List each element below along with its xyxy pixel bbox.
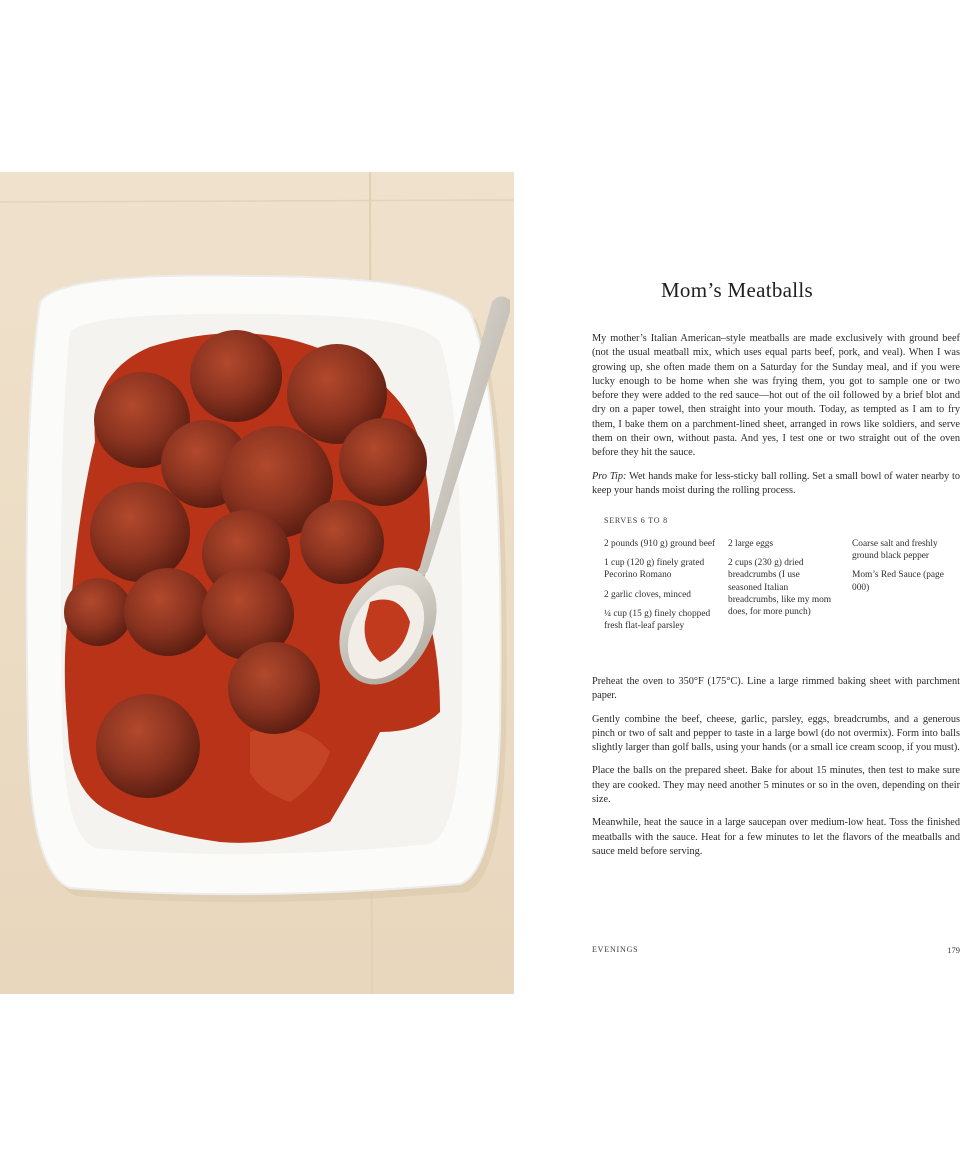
recipe-intro bbox=[592, 332, 960, 507]
ingredient-item: 2 large eggs bbox=[728, 539, 774, 549]
method-step: Gently combine the beef, cheese, garlic, parsley, eggs, breadcrumbs, and a generous pinch or two of salt and pepper to taste in a large bowl (do not overmix). Form into balls slightly larger than golf balls, using your hands (or a small ice cream scoop, if you must). bbox=[592, 713, 960, 754]
ingredient-item: 2 cups (230 g) dried breadcrumbs (I use seasoned Italian breadcrumbs, like my mom does, for more punch) bbox=[728, 558, 832, 618]
recipe-method bbox=[592, 675, 960, 868]
method-step: Preheat the oven to 350°F (175°C). Line a large rimmed baking sheet with parchment paper. bbox=[592, 676, 960, 702]
ingredients-column-3 bbox=[852, 538, 960, 601]
meatball bbox=[90, 482, 190, 582]
ingredient-item: 2 garlic cloves, minced bbox=[604, 589, 691, 600]
meatball bbox=[300, 500, 384, 584]
intro-paragraph: My mother’s Italian American–style meatballs are made exclusively with ground beef (not the usual meatball mix, which uses equal parts beef, pork, and veal). When I was growing up, she often made them on a Saturday for the Sunday meal, and if you were lucky enough to be home when she was frying them, you got to sample one or two before they were added to the red sauce—hot out of the oil followed by a brief blot and dry on a paper towel, then straight into your mouth. Today, as tempted as I am to fry them, I bake them on a parchment-lined sheet, arranged in rows like soldiers, and serve them on their own, without pasta. And yes, I test one or two straight out of the oven before they hit the sauce. bbox=[592, 333, 960, 459]
meatball bbox=[190, 330, 282, 422]
meatballs-illustration bbox=[0, 172, 514, 994]
ingredient-item: 1 cup (120 g) finely grated Pecorino Romano bbox=[604, 558, 705, 581]
pro-tip-text: Wet hands make for less-sticky ball rolling. Set a small bowl of water nearby to keep your hands moist during the rolling process. bbox=[592, 470, 960, 496]
ingredient-item: 2 pounds (910 g) ground beef bbox=[604, 539, 716, 549]
recipe-title: Mom’s Meatballs bbox=[660, 278, 814, 302]
ingredient-item: ¼ cup (15 g) finely chopped fresh flat-leaf parsley bbox=[604, 608, 711, 632]
meatball bbox=[124, 568, 212, 656]
ingredients-column-2 bbox=[728, 538, 836, 625]
linen-fold bbox=[0, 200, 514, 202]
meatball bbox=[228, 642, 320, 734]
book-spread bbox=[0, 172, 960, 994]
meatball bbox=[64, 578, 132, 646]
page-number: 179 bbox=[947, 945, 960, 955]
pro-tip bbox=[592, 470, 960, 499]
method-step: Place the balls on the prepared sheet. Bake for about 15 minutes, then test to make sure they are cooked. They may need another 5 minutes or so in the oven, depending on their size. bbox=[592, 765, 960, 806]
meatball bbox=[339, 418, 427, 506]
section-footer: EVENINGS bbox=[592, 945, 639, 954]
method-step: Meanwhile, heat the sauce in a large saucepan over medium-low heat. Toss the finished meatballs with the sauce. Heat for a few minutes to let the flavors of the meatballs and sauce meld before serving. bbox=[592, 817, 960, 857]
meatballs-photo bbox=[0, 172, 514, 994]
recipe-page bbox=[514, 172, 960, 994]
serves-label: SERVES 6 TO 8 bbox=[604, 516, 668, 525]
ingredients-column-1 bbox=[604, 538, 716, 639]
meatball bbox=[96, 694, 200, 798]
pro-tip-label: Pro Tip: bbox=[592, 470, 627, 482]
ingredient-item: Coarse salt and freshly ground black pepper bbox=[852, 539, 938, 562]
ingredient-item: Mom’s Red Sauce (page 000) bbox=[852, 570, 944, 593]
